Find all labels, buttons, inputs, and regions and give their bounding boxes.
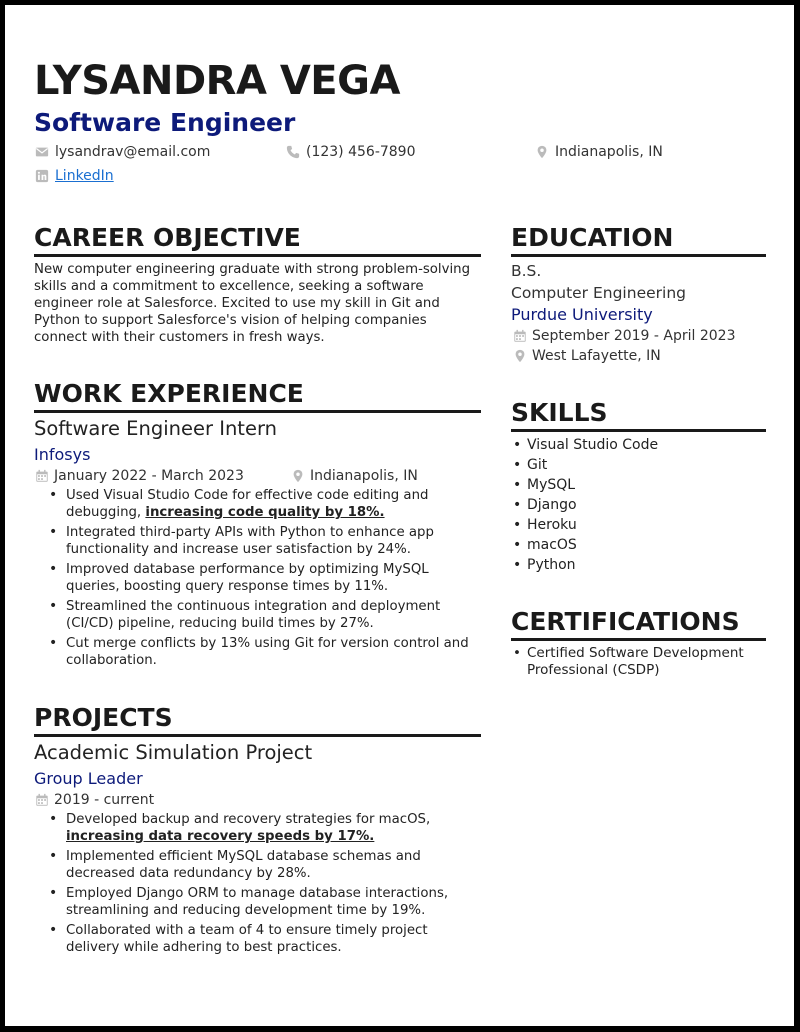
- education-dates-text: September 2019 - April 2023: [532, 328, 736, 344]
- contact-email: [35, 142, 210, 162]
- job-dates: [35, 467, 244, 485]
- education-field: Computer Engineering: [511, 284, 686, 302]
- linkedin-link[interactable]: LinkedIn: [55, 168, 114, 184]
- bullet-item: [34, 922, 484, 956]
- location-text: Indianapolis, IN: [555, 144, 663, 160]
- map-pin-icon: [513, 349, 527, 363]
- bullet-text: Developed backup and recovery strategies for macOS,: [66, 812, 431, 827]
- certifications-list: [511, 645, 766, 679]
- bullet-item: [34, 635, 484, 669]
- job-location: [291, 467, 418, 485]
- bullet-item: [34, 811, 484, 845]
- calendar-icon: [513, 329, 527, 343]
- projects-heading: PROJECTS: [34, 703, 481, 737]
- bullet-text: Improved database performance by optimizing MySQL queries, boosting query response times by 11%.: [66, 562, 429, 594]
- skill-item: • Django: [511, 495, 766, 515]
- project-title: Academic Simulation Project: [34, 741, 313, 764]
- career-objective-heading: CAREER OBJECTIVE: [34, 223, 481, 257]
- calendar-icon: [35, 469, 49, 483]
- bullet-text: Collaborated with a team of 4 to ensure timely project delivery while adhering to best practices.: [66, 923, 428, 955]
- project-bullet-list: [34, 811, 484, 959]
- bullet-item: [34, 487, 484, 521]
- bullet-item: [34, 885, 484, 919]
- education-heading: EDUCATION: [511, 223, 766, 257]
- bullet-item: [34, 561, 484, 595]
- skill-item: • macOS: [511, 535, 766, 555]
- skills-heading: SKILLS: [511, 398, 766, 432]
- project-role: Group Leader: [34, 769, 143, 788]
- phone-icon: [286, 145, 300, 159]
- education-school: Purdue University: [511, 305, 653, 324]
- linkedin-icon: [35, 169, 49, 183]
- education-location-text: West Lafayette, IN: [532, 348, 661, 364]
- bullet-item: [34, 598, 484, 632]
- education-location: [513, 347, 661, 365]
- bullet-text: Used Visual Studio Code for effective code editing and debugging,: [66, 488, 429, 520]
- skill-item: • Python: [511, 555, 766, 575]
- project-dates-text: 2019 - current: [54, 792, 155, 808]
- candidate-name: LYSANDRA VEGA: [34, 58, 400, 104]
- contact-linkedin: [35, 166, 114, 186]
- bullet-text: Streamlined the continuous integration and deployment (CI/CD) pipeline, reducing build times by 27%.: [66, 599, 441, 631]
- skill-item: • Heroku: [511, 515, 766, 535]
- bullet-highlight: increasing data recovery speeds by 17%.: [66, 829, 375, 844]
- bullet-item: [34, 848, 484, 882]
- job-location-text: Indianapolis, IN: [310, 468, 418, 484]
- calendar-icon: [35, 793, 49, 807]
- education-degree: B.S.: [511, 262, 542, 280]
- project-dates: [35, 791, 154, 809]
- job-dates-text: January 2022 - March 2023: [54, 468, 244, 484]
- bullet-text: Cut merge conflicts by 13% using Git for version control and collaboration.: [66, 636, 469, 668]
- bullet-text: Integrated third-party APIs with Python to enhance app functionality and increase user satisfaction by 24%.: [66, 525, 434, 557]
- skill-item: • Git: [511, 455, 766, 475]
- envelope-icon: [35, 145, 49, 159]
- experience-bullet-list: [34, 487, 484, 672]
- skill-item: • MySQL: [511, 475, 766, 495]
- resume-page: [5, 5, 794, 1026]
- education-dates: [513, 327, 736, 345]
- map-pin-icon: [291, 469, 305, 483]
- certifications-heading: CERTIFICATIONS: [511, 607, 766, 641]
- candidate-role: Software Engineer: [34, 108, 296, 137]
- work-experience-heading: WORK EXPERIENCE: [34, 379, 481, 413]
- bullet-text: Implemented efficient MySQL database schemas and decreased data redundancy by 28%.: [66, 849, 421, 881]
- contact-phone: [286, 142, 416, 162]
- career-objective-text: New computer engineering graduate with strong problem-solving skills and a commitment to excellence, seeking a software engineer role at Salesforce. Excited to use my skill in Git and Python to support Salesforce's vision of helping companies connect with their customers in fresh ways.: [34, 262, 471, 345]
- bullet-highlight: increasing code quality by 18%.: [145, 505, 385, 520]
- map-pin-icon: [535, 145, 549, 159]
- bullet-item: [34, 524, 484, 558]
- contact-location: [535, 142, 663, 162]
- phone-text: (123) 456-7890: [306, 144, 416, 160]
- bullet-text: Employed Django ORM to manage database interactions, streamlining and reducing development time by 19%.: [66, 886, 449, 918]
- skill-item: • Visual Studio Code: [511, 435, 766, 455]
- company-name: Infosys: [34, 445, 91, 464]
- skills-list: [511, 435, 766, 575]
- email-text: lysandrav@email.com: [55, 144, 211, 160]
- certification-item: • Certified Software Development Professional (CSDP): [511, 645, 766, 679]
- job-title: Software Engineer Intern: [34, 417, 277, 440]
